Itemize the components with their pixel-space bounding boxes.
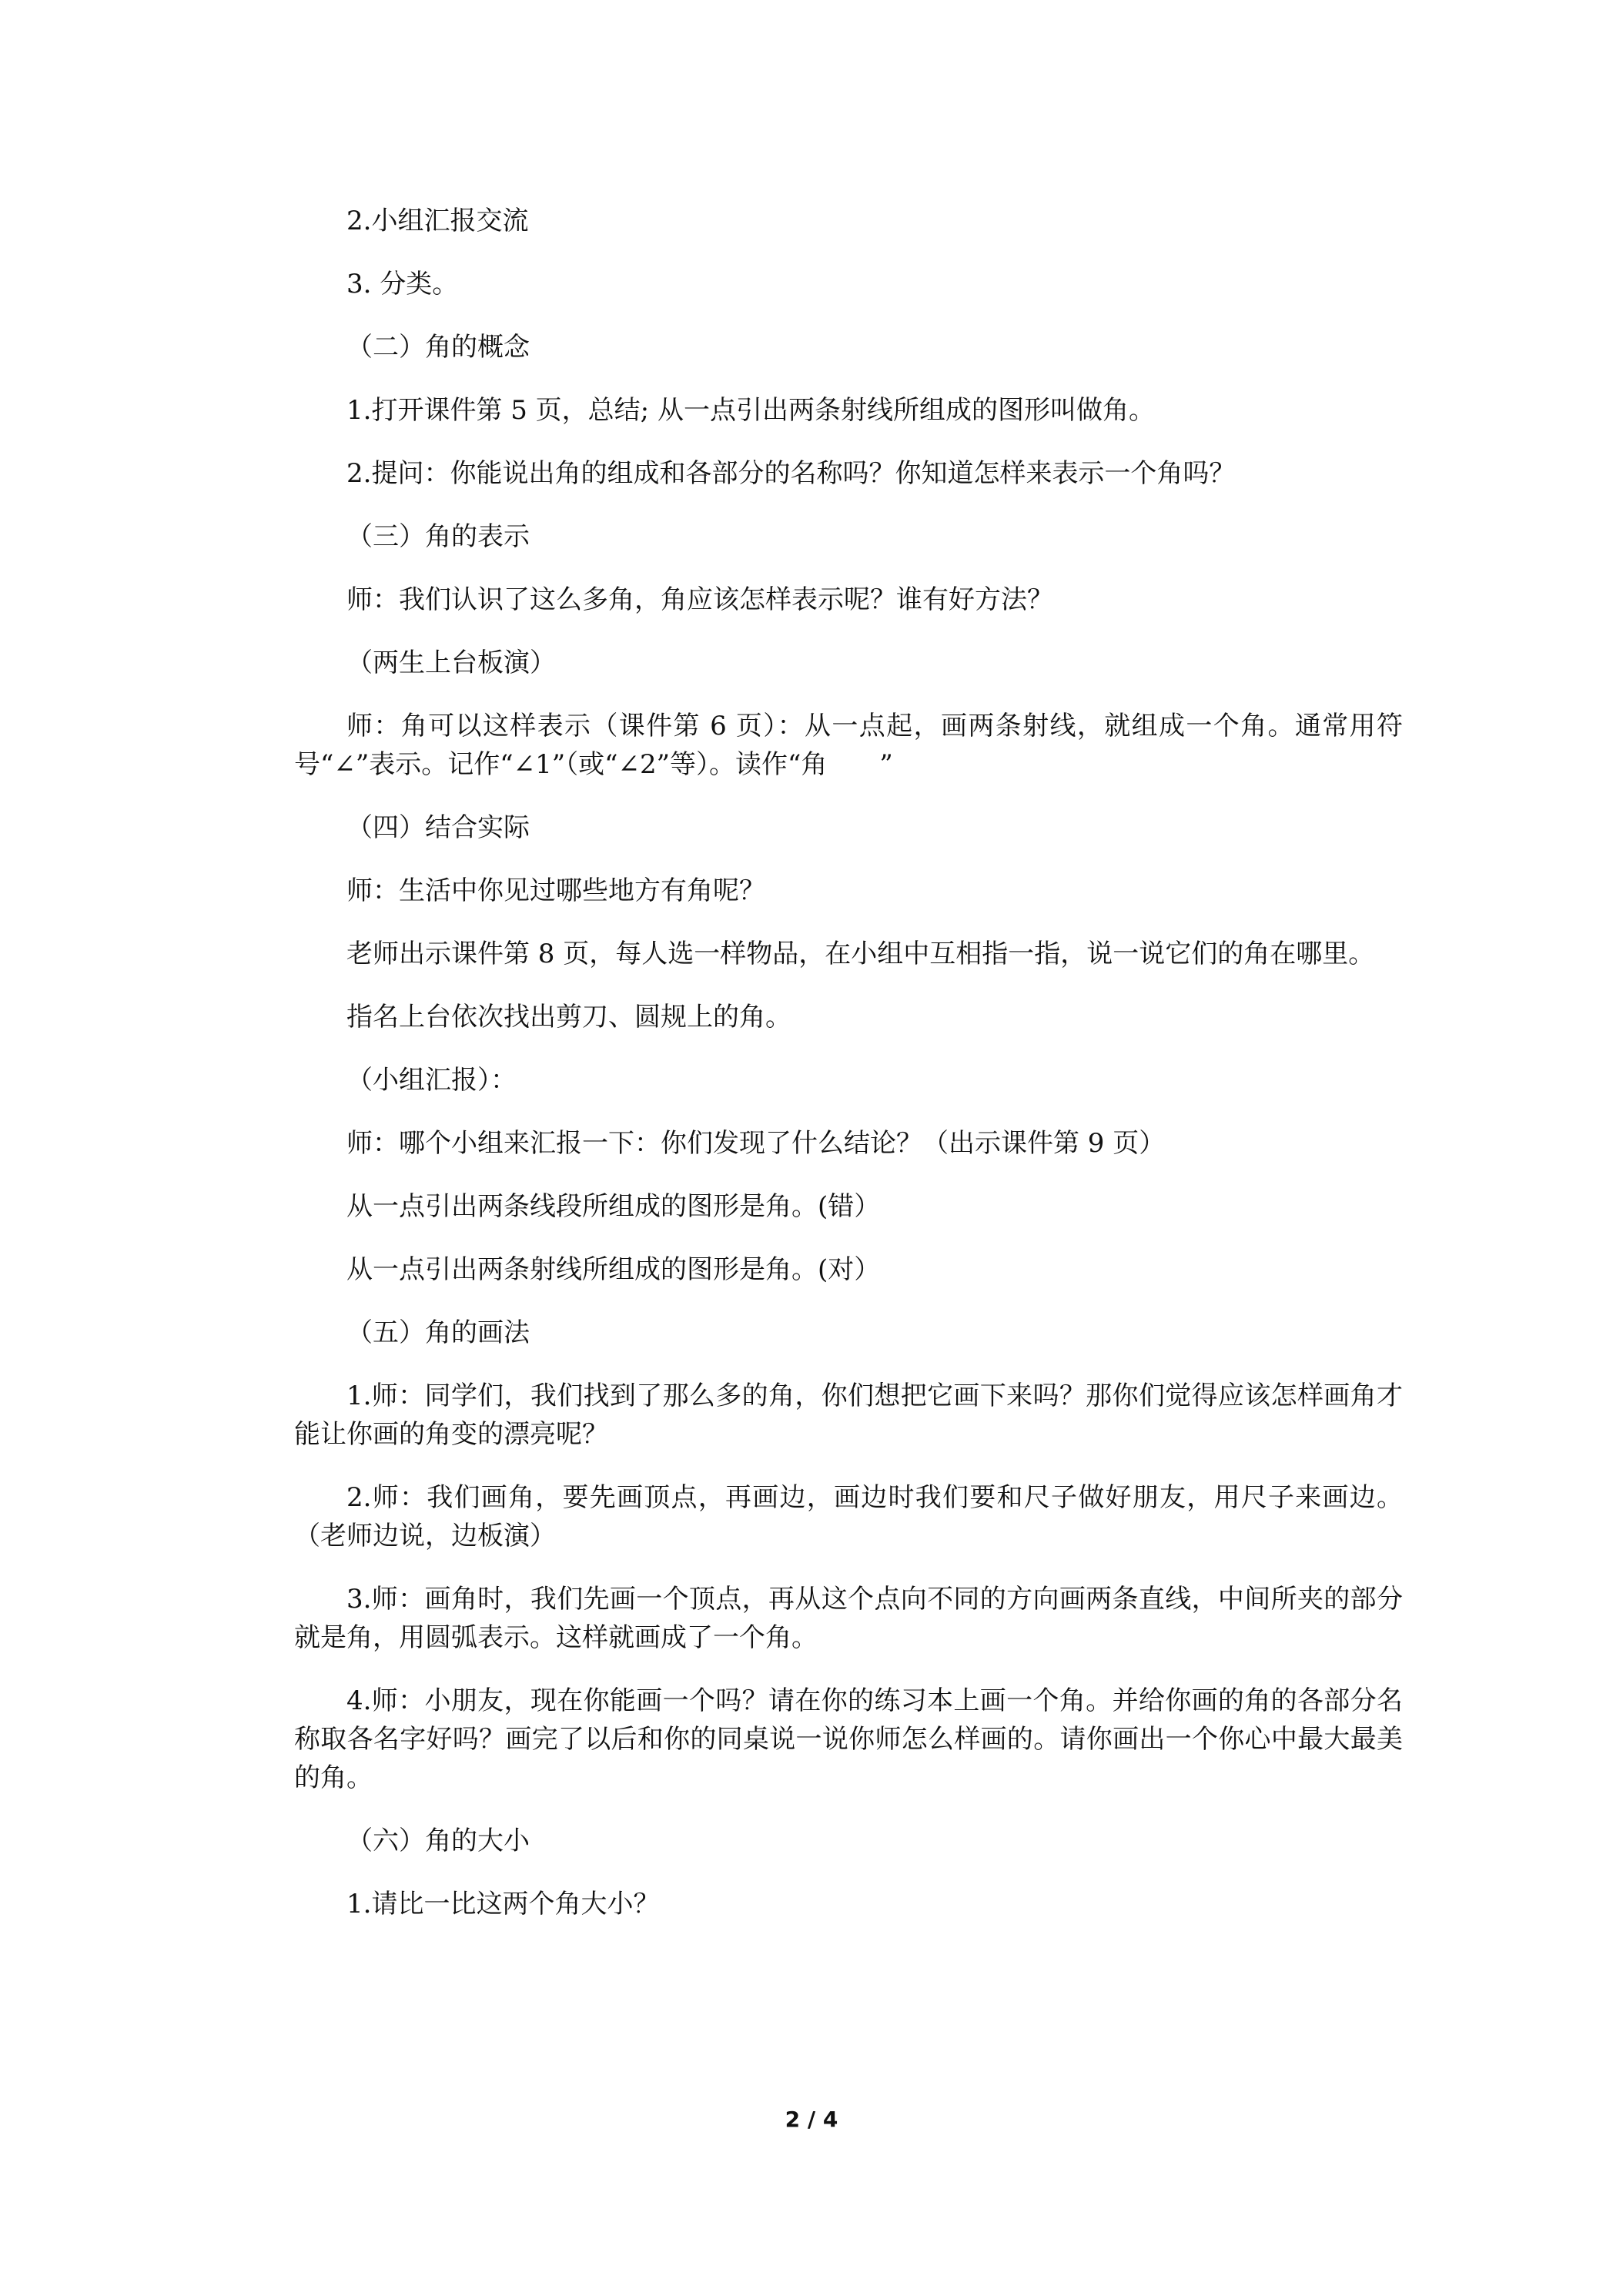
paragraph: 1.师：同学们，我们找到了那么多的角，你们想把它画下来吗？那你们觉得应该怎样画角才能让你画的角变的漂亮呢？ [294,1381,1403,1450]
paragraph: 师：我们认识了这么多角，角应该怎样表示呢？谁有好方法？ [346,584,1053,615]
paragraph: 2.提问：你能说出角的组成和各部分的名称吗？你知道怎样来表示一个角吗？ [346,458,1236,489]
paragraph: 老师出示课件第 8 页，每人选一样物品，在小组中互相指一指，说一说它们的角在哪里。 [346,939,1375,969]
section-heading: （三）角的表示 [346,521,530,552]
paragraph: 3. 分类。 [346,269,459,300]
paragraph: 3.师：画角时，我们先画一个顶点，再从这个点向不同的方向画两条直线，中间所夹的部分就是角，用圆弧表示。这样就画成了一个角。 [294,1584,1403,1653]
paragraph: （小组汇报）： [346,1065,517,1096]
paragraph: 师：哪个小组来汇报一下：你们发现了什么结论？（出示课件第 9 页） [346,1128,1166,1159]
paragraph: 师：角可以这样表示（课件第 6 页）：从一点起，画两条射线，就组成一个角。通常用符号“∠”表示。记作“∠1”（或“∠2”等）。读作“角 ” [294,711,1403,780]
paragraph: 1.打开课件第 5 页，总结; 从一点引出两条射线所组成的图形叫做角。 [346,395,1155,426]
paragraph: 2.师：我们画角，要先画顶点，再画边，画边时我们要和尺子做好朋友，用尺子来画边。（老师边说，边板演） [294,1482,1403,1551]
page-number: 2 / 4 [785,2107,838,2132]
section-heading: （四）结合实际 [346,812,530,843]
paragraph: 师：生活中你见过哪些地方有角呢？ [346,875,765,906]
paragraph: 从一点引出两条线段所组成的图形是角。(错） [346,1191,881,1222]
document-body [294,202,1403,1948]
paragraph: （两生上台板演） [346,648,556,678]
paragraph: 1.请比一比这两个角大小？ [346,1889,660,1919]
section-heading: （二）角的概念 [346,332,530,363]
paragraph: 指名上台依次找出剪刀、圆规上的角。 [346,1002,791,1033]
section-heading: （六）角的大小 [346,1826,530,1856]
paragraph: 4.师：小朋友，现在你能画一个吗？请在你的练习本上画一个角。并给你画的角的各部分名称取各名字好吗？画完了以后和你的同桌说一说你师怎么样画的。请你画出一个你心中最大最美的角。 [294,1685,1403,1793]
section-heading: （五）角的画法 [346,1317,530,1348]
paragraph: 从一点引出两条射线所组成的图形是角。(对） [346,1254,881,1285]
paragraph: 2.小组汇报交流 [346,206,529,236]
